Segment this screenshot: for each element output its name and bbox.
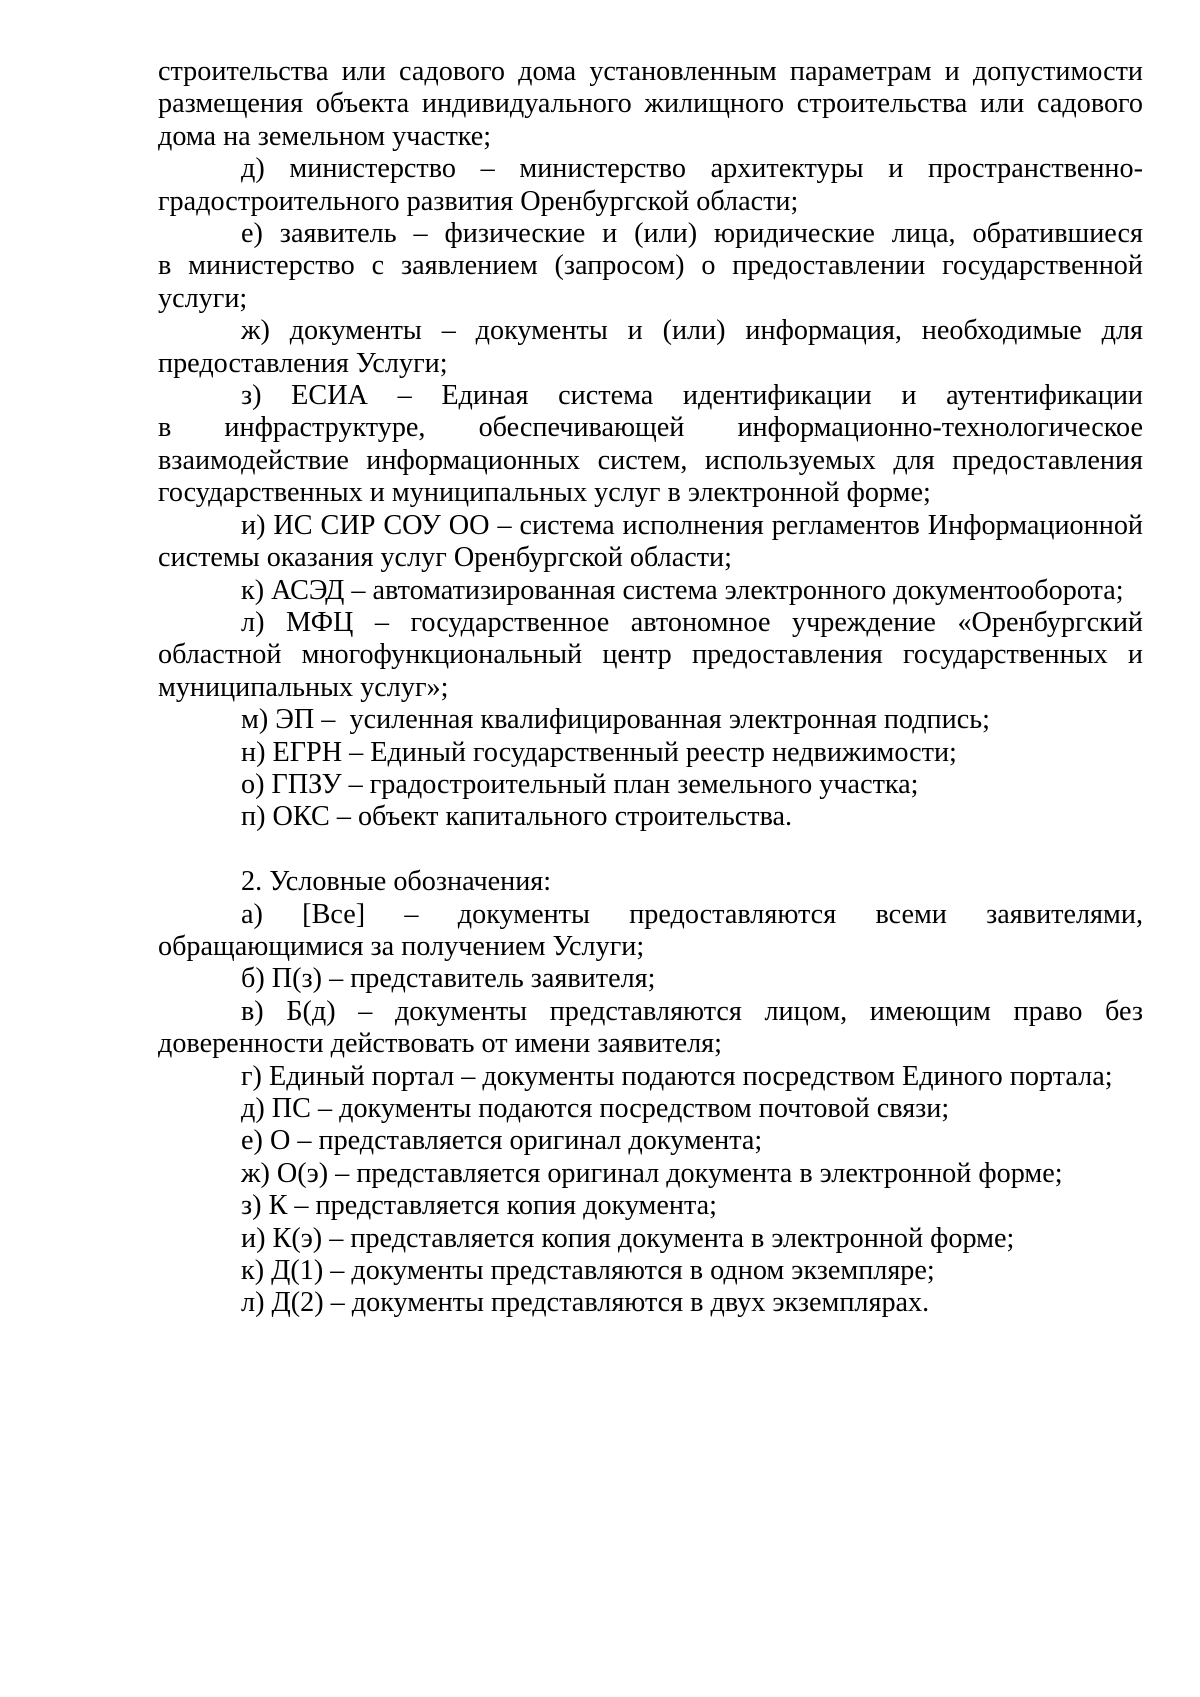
paragraph: п) ОКС – объект капитального строительства. bbox=[241, 801, 793, 833]
paragraph: г) Единый портал – документы подаются посредством Единого портала; bbox=[241, 1060, 1113, 1092]
paragraph: л) Д(2) – документы представляются в двух экземплярах. bbox=[241, 1287, 930, 1319]
paragraph: з) ЕСИА – Единая система идентификации и аутентификации в инфраструктуре, обеспечивающей информационно-технологическое взаимодействие информационных систем, используемых для предоставления государственных и муниципальных услуг в электронной форме; bbox=[158, 380, 1143, 509]
paragraph: о) ГПЗУ – градостроительный план земельного участка; bbox=[241, 768, 919, 800]
paragraph: е) заявитель – физические и (или) юридические лица, обратившиеся в министерство с заявлением (запросом) о предоставлении государственной услуги; bbox=[158, 218, 1143, 314]
paragraph: з) К – представляется копия документа; bbox=[241, 1190, 717, 1222]
paragraph: б) П(з) – представитель заявителя; bbox=[241, 963, 656, 995]
paragraph: д) ПС – документы подаются посредством почтовой связи; bbox=[241, 1092, 950, 1124]
paragraph: н) ЕГРН – Единый государственный реестр недвижимости; bbox=[241, 736, 957, 768]
paragraph: к) АСЭД – автоматизированная система электронного документооборота; bbox=[241, 574, 1124, 606]
paragraph: и) К(э) – представляется копия документа в электронной форме; bbox=[241, 1222, 1015, 1254]
paragraph: ж) О(э) – представляется оригинал документа в электронной форме; bbox=[241, 1157, 1063, 1189]
legend-list bbox=[158, 899, 1143, 1320]
paragraph: д) министерство – министерство архитектуры и пространственно-градостроительного развития Оренбургской области; bbox=[158, 153, 1143, 217]
paragraph: е) О – представляется оригинал документа; bbox=[241, 1125, 763, 1157]
paragraph: к) Д(1) – документы представляются в одном экземпляре; bbox=[241, 1255, 935, 1287]
paragraph-spacer bbox=[158, 834, 1143, 866]
paragraph: а) [Все] – документы предоставляются всеми заявителями, обращающимися за получением Услуги; bbox=[158, 898, 1143, 962]
continuation-paragraph: строительства или садового дома установленным параметрам и допустимости размещения объекта индивидуального жилищного строительства или садового дома на земельном участке; bbox=[158, 56, 1143, 152]
paragraph: м) ЭП – усиленная квалифицированная электронная подпись; bbox=[241, 704, 990, 736]
paragraph: л) МФЦ – государственное автономное учреждение «Оренбургский областной многофункциональный центр предоставления государственных и муниципальных услуг»; bbox=[158, 606, 1143, 703]
definitions-list bbox=[158, 153, 1143, 834]
paragraph: ж) документы – документы и (или) информация, необходимые для предоставления Услуги; bbox=[158, 315, 1143, 379]
paragraph: в) Б(д) – документы представляются лицом, имеющим право без доверенности действовать от имени заявителя; bbox=[158, 995, 1143, 1060]
paragraph: и) ИС СИР СОУ ОО – система исполнения регламентов Информационной системы оказания услуг Оренбургской области; bbox=[158, 509, 1143, 574]
section-2-heading: 2. Условные обозначения: bbox=[241, 866, 552, 898]
